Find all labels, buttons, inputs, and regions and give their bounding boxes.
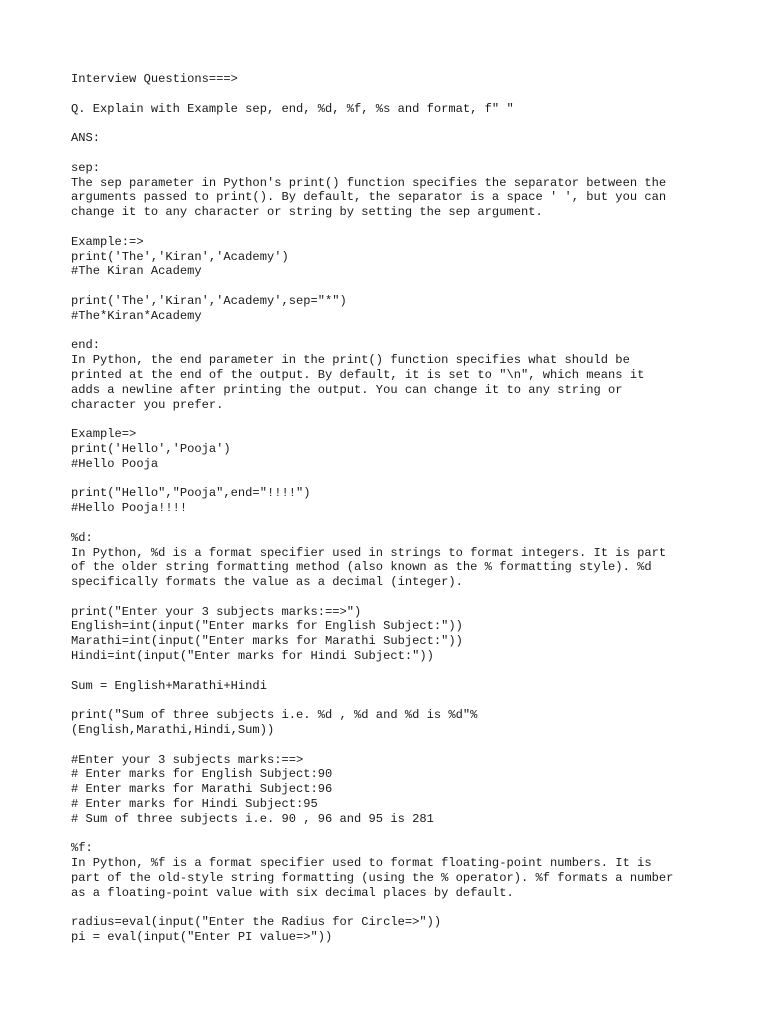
paragraph-line: In Python, the end parameter in the print() function specifies what should be — [71, 353, 630, 368]
blank-line — [71, 87, 711, 102]
example-label: Example:=> — [71, 234, 144, 249]
blank-line — [71, 590, 711, 605]
question-line: Q. Explain with Example sep, end, %d, %f, %s and format, f" " — [71, 101, 514, 116]
blank-line — [71, 279, 711, 294]
code-comment: # Enter marks for English Subject:90 — [71, 767, 333, 782]
section-sep-heading: sep: — [71, 160, 101, 175]
code-line: (English,Marathi,Hindi,Sum)) — [71, 723, 275, 738]
blank-line — [71, 412, 711, 427]
code-comment: # Enter marks for Marathi Subject:96 — [71, 782, 333, 797]
blank-line — [71, 664, 711, 679]
paragraph-line: specifically formats the value as a decimal (integer). — [71, 575, 463, 590]
paragraph-line: arguments passed to print(). By default, the separator is a space ' ', but you can — [71, 190, 667, 205]
code-line: Hindi=int(input("Enter marks for Hindi Subject:")) — [71, 649, 434, 664]
paragraph-line: The sep parameter in Python's print() function specifies the separator between the — [71, 175, 667, 190]
example-label: Example=> — [71, 427, 137, 442]
code-line: print('The','Kiran','Academy',sep="*") — [71, 293, 347, 308]
blank-line — [71, 324, 711, 339]
code-comment: # Sum of three subjects i.e. 90 , 96 and 95 is 281 — [71, 811, 434, 826]
code-line: English=int(input("Enter marks for English Subject:")) — [71, 619, 463, 634]
blank-line — [71, 901, 711, 916]
code-line: print('The','Kiran','Academy') — [71, 249, 289, 264]
code-line: Sum = English+Marathi+Hindi — [71, 678, 267, 693]
code-line: radius=eval(input("Enter the Radius for Circle=>")) — [71, 915, 442, 930]
code-comment: #The*Kiran*Academy — [71, 308, 202, 323]
blank-line — [71, 827, 711, 842]
paragraph-line: change it to any character or string by setting the sep argument. — [71, 205, 543, 220]
code-line: print("Sum of three subjects i.e. %d , %d and %d is %d"% — [71, 708, 478, 723]
paragraph-line: printed at the end of the output. By default, it is set to "\n", which means it — [71, 367, 645, 382]
blank-line — [71, 116, 711, 131]
heading-interview-questions: Interview Questions===> — [71, 72, 238, 86]
blank-line — [71, 738, 711, 753]
code-line: print('Hello','Pooja') — [71, 441, 231, 456]
blank-line — [71, 693, 711, 708]
code-line: print("Enter your 3 subjects marks:==>") — [71, 604, 362, 619]
code-line: pi = eval(input("Enter PI value=>")) — [71, 930, 333, 945]
code-comment: #Hello Pooja!!!! — [71, 501, 188, 516]
paragraph-line: of the older string formatting method (also known as the % formatting style). %d — [71, 560, 652, 575]
blank-line — [71, 516, 711, 531]
code-comment: #The Kiran Academy — [71, 264, 202, 279]
code-comment: # Enter marks for Hindi Subject:95 — [71, 797, 318, 812]
answer-label: ANS: — [71, 131, 101, 146]
document-page — [71, 72, 711, 945]
code-comment: #Hello Pooja — [71, 456, 159, 471]
section-f-heading: %f: — [71, 841, 93, 856]
paragraph-line: In Python, %d is a format specifier used in strings to format integers. It is part — [71, 545, 667, 560]
code-comment: #Enter your 3 subjects marks:==> — [71, 752, 304, 767]
blank-line — [71, 220, 711, 235]
paragraph-line: character you prefer. — [71, 397, 224, 412]
code-line: Marathi=int(input("Enter marks for Marathi Subject:")) — [71, 634, 463, 649]
blank-line — [71, 472, 711, 487]
section-end-heading: end: — [71, 338, 101, 353]
blank-line — [71, 146, 711, 161]
paragraph-line: adds a newline after printing the output. You can change it to any string or — [71, 382, 623, 397]
code-line: print("Hello","Pooja",end="!!!!") — [71, 486, 311, 501]
paragraph-line: as a floating-point value with six decimal places by default. — [71, 885, 514, 900]
section-d-heading: %d: — [71, 530, 93, 545]
paragraph-line: In Python, %f is a format specifier used to format floating-point numbers. It is — [71, 856, 652, 871]
paragraph-line: part of the old-style string formatting (using the % operator). %f formats a number — [71, 871, 674, 886]
